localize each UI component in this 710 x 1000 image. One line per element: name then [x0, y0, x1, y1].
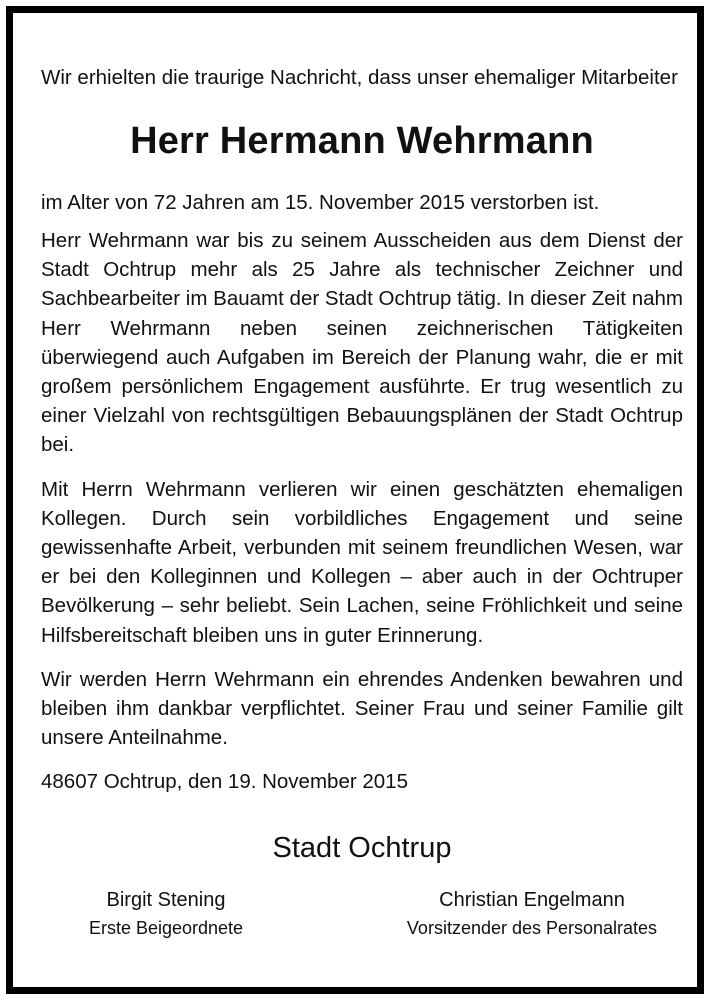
intro-text: Wir erhielten die traurige Nachricht, dass unser ehemaliger Mitarbeiter	[41, 66, 678, 89]
signer-1	[41, 886, 291, 942]
signer-role: Erste Beigeordnete	[88, 918, 244, 939]
organization-name: Stadt Ochtrup	[272, 832, 452, 865]
notice-frame	[6, 6, 704, 994]
paragraph-remembrance: Wir werden Herrn Wehrmann ein ehrendes Andenken bewahren und bleiben ihm dankbar verpflichtet. Seiner Frau und seiner Familie gilt unsere Anteilnahme.	[41, 667, 683, 750]
place-date: 48607 Ochtrup, den 19. November 2015	[41, 770, 408, 794]
paragraph-colleague: Mit Herrn Wehrmann verlieren wir einen geschätzten ehemaligen Kollegen. Durch sein vorbildliches Engagement und seine gewissenhafte Arbeit, verbunden mit seinem freundlichen Wesen, war er bei den Kolleginnen und Kollegen – aber auch in der Ochtruper Bevölkerung – sehr beliebt. Sein Lachen, seine Fröhlichkeit und seine Hilfsbereitschaft bleiben uns in guter Erinnerung.	[41, 477, 683, 647]
paragraph-career: Herr Wehrmann war bis zu seinem Ausscheiden aus dem Dienst der Stadt Ochtrup mehr als 25 Jahre als technischer Zeichner und Sachbearbeiter im Bauamt der Stadt Ochtrup tätig. In dieser Zeit nahm Herr Wehrmann neben seinen zeichnerischen Tätigkeiten überwiegend auch Aufgaben im Bereich der Planung wahr, die er mit großem persönlichem Engagement ausführte. Er trug wesentlich zu einer Vielzahl von rechtsgültigen Bebauungsplänen der Stadt Ochtrup bei.	[41, 229, 683, 457]
signer-role: Vorsitzender des Personalrates	[406, 918, 658, 939]
deceased-name: Herr Hermann Wehrmann	[130, 120, 594, 162]
signer-2	[367, 886, 697, 942]
signer-name: Birgit Stening	[106, 889, 226, 912]
age-line: im Alter von 72 Jahren am 15. November 2015 verstorben ist.	[41, 191, 600, 214]
signers	[41, 886, 683, 942]
notice-content	[41, 63, 683, 942]
signer-name: Christian Engelmann	[439, 889, 625, 912]
